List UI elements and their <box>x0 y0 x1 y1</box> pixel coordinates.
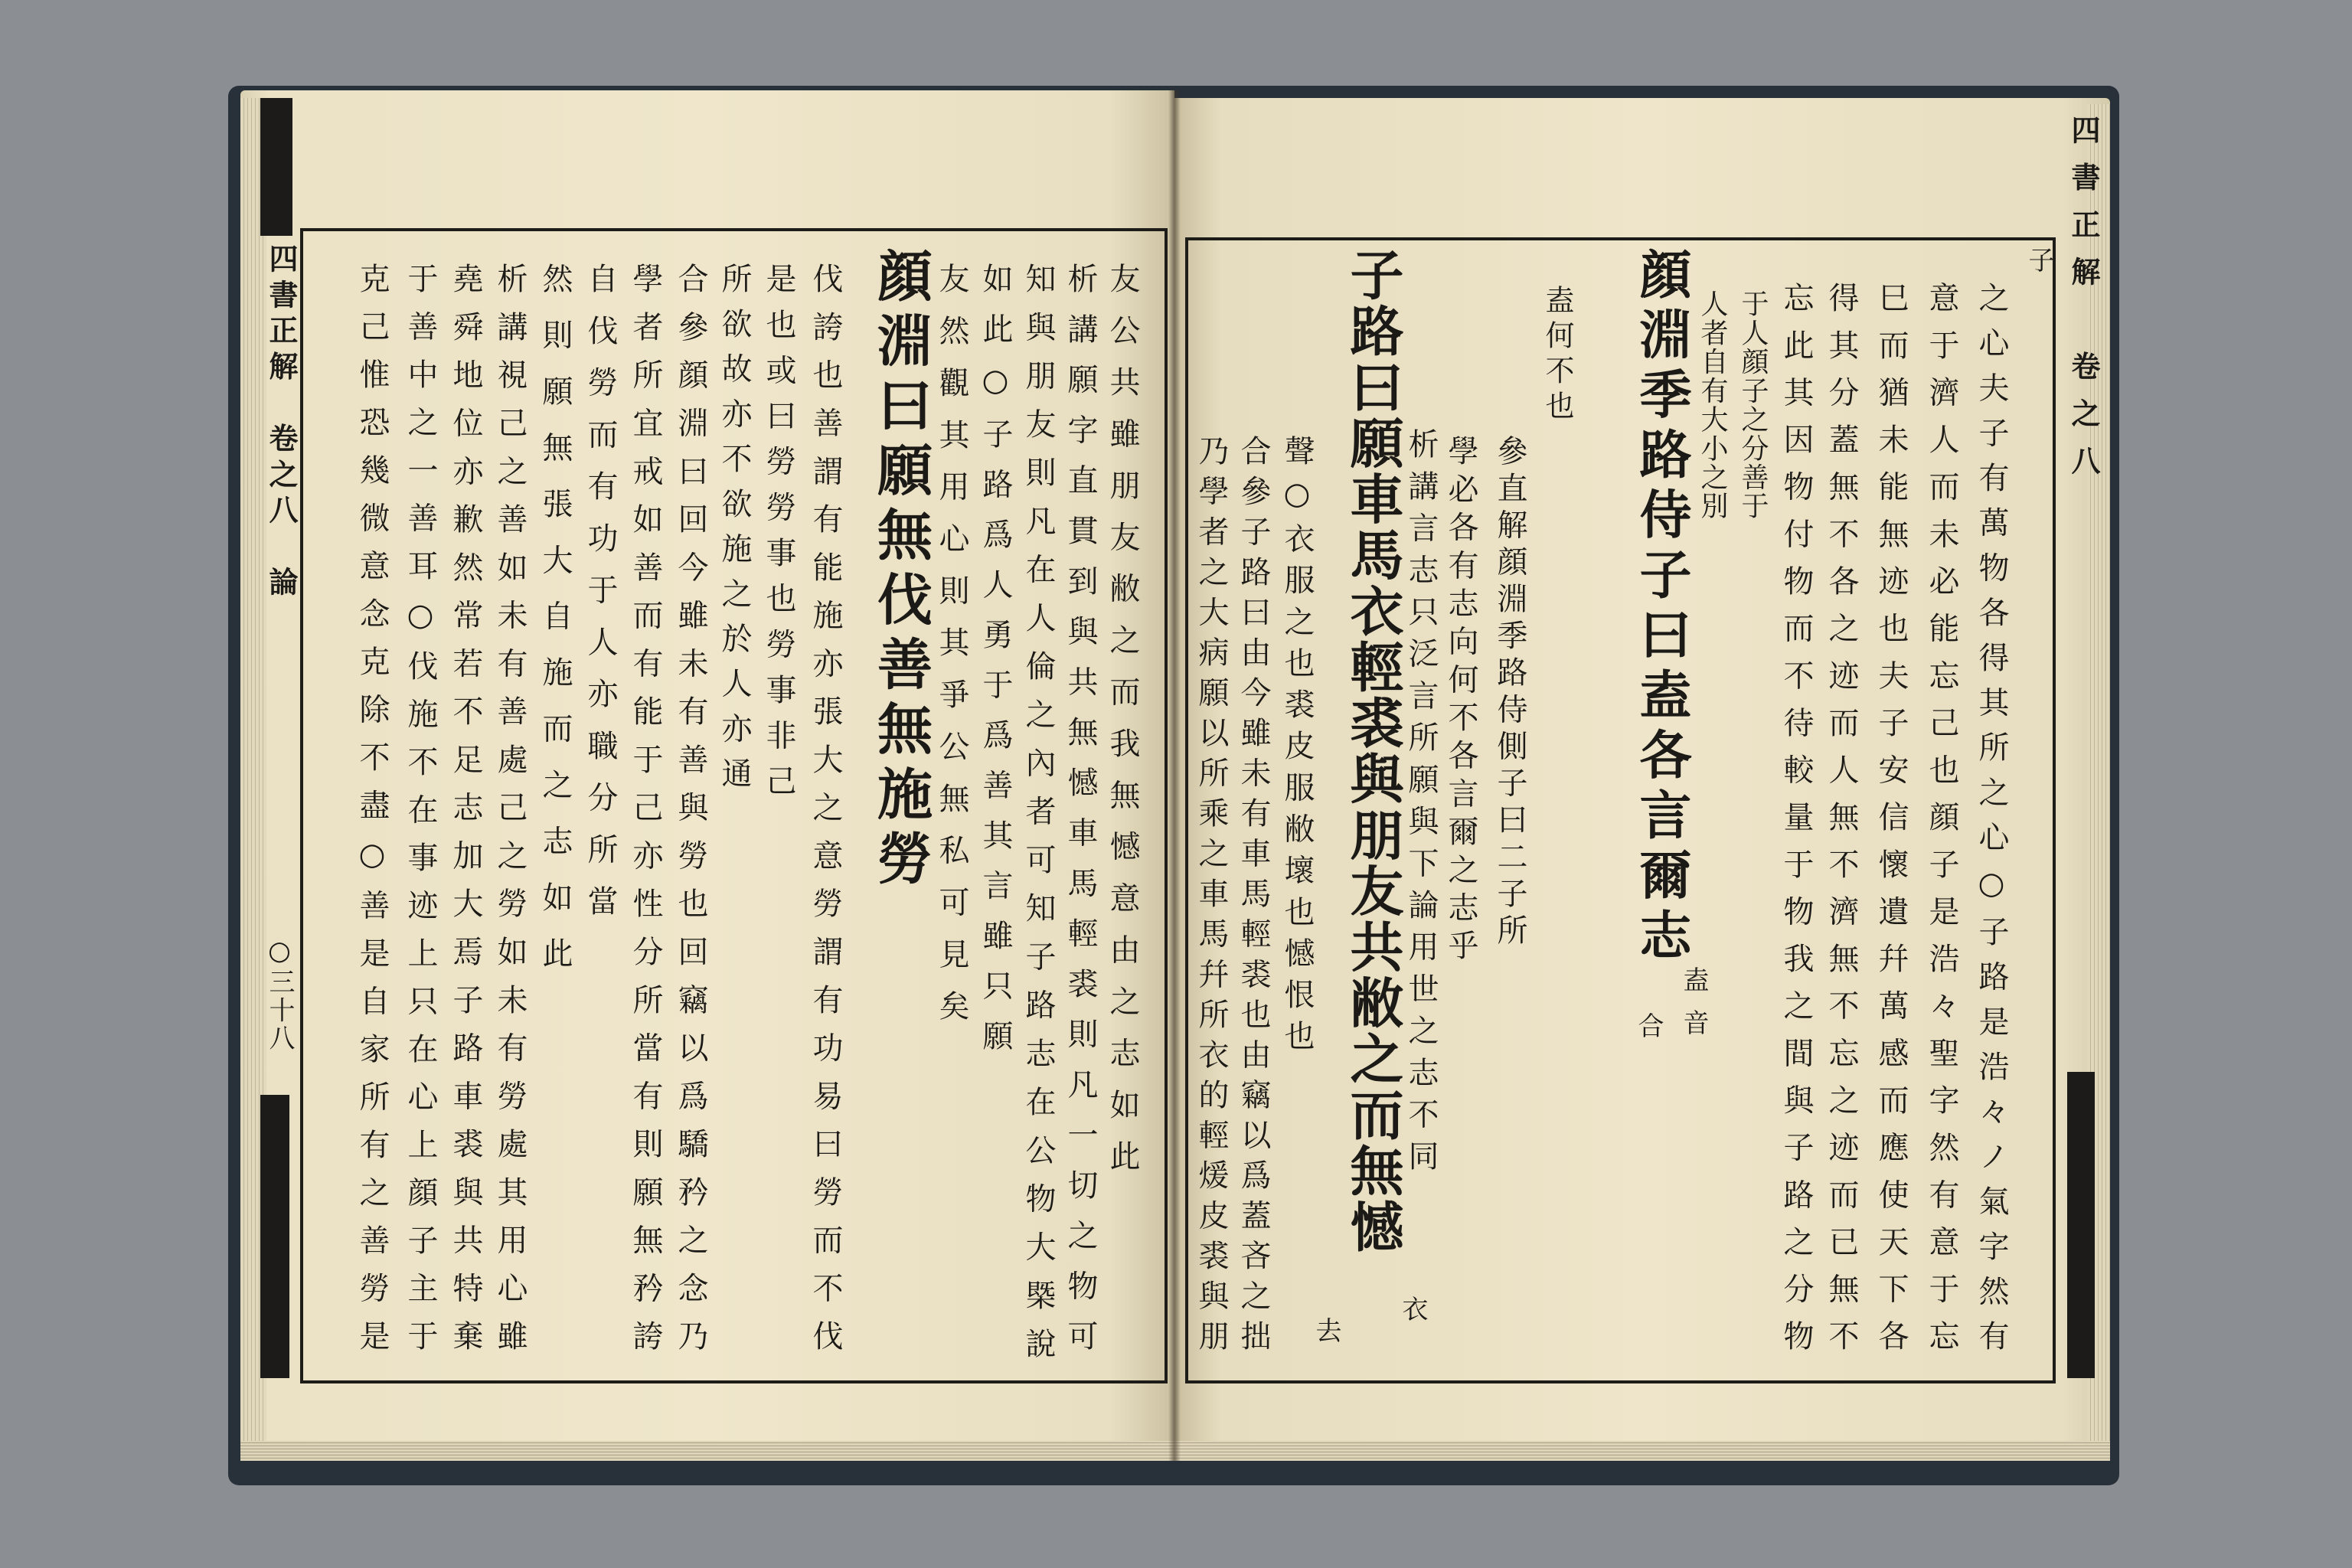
page-stack-bottom <box>1174 1441 2110 1461</box>
text-column: 析講願字直貫到與共無憾車馬輕裘則凡一切之物可 <box>1063 263 1098 1351</box>
text-column: 參直解顔淵季路侍側子曰二子所 <box>1492 435 1527 945</box>
text-column: 合參顔淵曰回今雖未有善與勞也回竊以爲驕矜之念乃 <box>673 263 708 1351</box>
text-column: 人者自有大小之別 <box>1697 289 1728 519</box>
text-column: 然則願無張大自施而之志如此 <box>537 263 573 968</box>
margin-band <box>260 98 292 236</box>
text-column: 堯舜地位亦歉然常若不足志加大焉子路車裘與共特棄 <box>448 263 483 1351</box>
heading-column: 顔淵季路侍子曰盍各言爾志 <box>1631 247 1692 960</box>
margin-title: 四書正解 卷之八 論 <box>264 243 299 596</box>
page-stack-bottom <box>240 1441 1174 1461</box>
corner-mark: 子 <box>2024 247 2054 273</box>
text-column: 是也或曰勞勞事也勞事非己 <box>761 263 796 795</box>
text-column: 忘此其因物付物而不待較量于物我之間與子路之分物 <box>1779 282 1814 1351</box>
margin-band <box>260 1095 289 1378</box>
text-column: 聲○衣服之也裘皮服敝壞也憾恨也 <box>1279 435 1315 1050</box>
text-column: 乃學者之大病願以所乘之車馬幷所衣的輕煖皮裘與朋 <box>1194 435 1229 1351</box>
heading-column: 顔淵曰願無伐善無施勞 <box>868 247 933 885</box>
text-column: 合參子路曰由今雖未有車馬輕裘也由竊以爲蓋吝之拙 <box>1236 435 1271 1351</box>
text-column: 于人顔子之分善于 <box>1737 289 1769 519</box>
note-column: 盍音 <box>1678 966 1709 1035</box>
text-column: 之心夫子有萬物各得其所之心○子路是浩々ノ氣字然有 <box>1974 282 2009 1351</box>
text-column: 友公共雖朋友敝之而我無憾意由之志如此 <box>1105 263 1140 1171</box>
text-column: 自伐勞而有功于人亦職分所當 <box>583 263 618 916</box>
heading-column: 子路曰願車馬衣輕裘與朋友共敝之而無憾 <box>1341 247 1405 1253</box>
text-column: 巳而猶未能無迹也夫子安信懷遺幷萬感而應使天下各 <box>1873 282 1909 1351</box>
folio-label: ○三十八 <box>264 936 295 1050</box>
text-column: 得其分蓋無不各之迹而人無不濟無不忘之迹而已無不 <box>1824 282 1859 1351</box>
text-column: 學必各有志向何不各言爾之志乎 <box>1443 435 1478 960</box>
text-column: 所欲故亦不欲施之於人亦通 <box>717 263 752 788</box>
text-column: 析講視己之善如未有善處己之勞如未有勞處其用心雖 <box>492 263 528 1351</box>
text-column: 盍何不也 <box>1540 285 1574 420</box>
text-column: 克己惟恐幾微意念克除不盡○善是自家所有之善勞是 <box>354 263 390 1351</box>
text-column: 伐誇也善謂有能施亦張大之意勞謂有功易曰勞而不伐 <box>808 263 843 1351</box>
note-column: 合 <box>1633 1012 1664 1038</box>
note-column: 衣 <box>1397 1295 1428 1321</box>
text-column: 知與朋友則凡在人倫之內者可知子路志在公物大槩說 <box>1021 263 1056 1358</box>
text-column: 如此○子路爲人勇于爲善其言雖只願 <box>978 263 1013 1050</box>
text-column: 析講言志只泛言所願與下論用世之志不同 <box>1403 428 1439 1171</box>
note-column: 去 <box>1311 1317 1341 1343</box>
text-column: 意于濟人而未必能忘己也顔子是浩々聖字然有意于忘 <box>1924 282 1959 1351</box>
text-column: 于善中之一善耳○伐施不在事迹上只在心上顔子主于 <box>403 263 438 1351</box>
text-column: 學者所宜戒如善而有能于己亦性分所當有則願無矜誇 <box>628 263 663 1351</box>
book-gutter <box>1168 90 1181 1461</box>
margin-band <box>2067 1072 2095 1378</box>
margin-title: 四書正解 卷之八 <box>2066 115 2101 475</box>
text-column: 友然觀其用心則其爭公無私可見矣 <box>934 263 969 1021</box>
